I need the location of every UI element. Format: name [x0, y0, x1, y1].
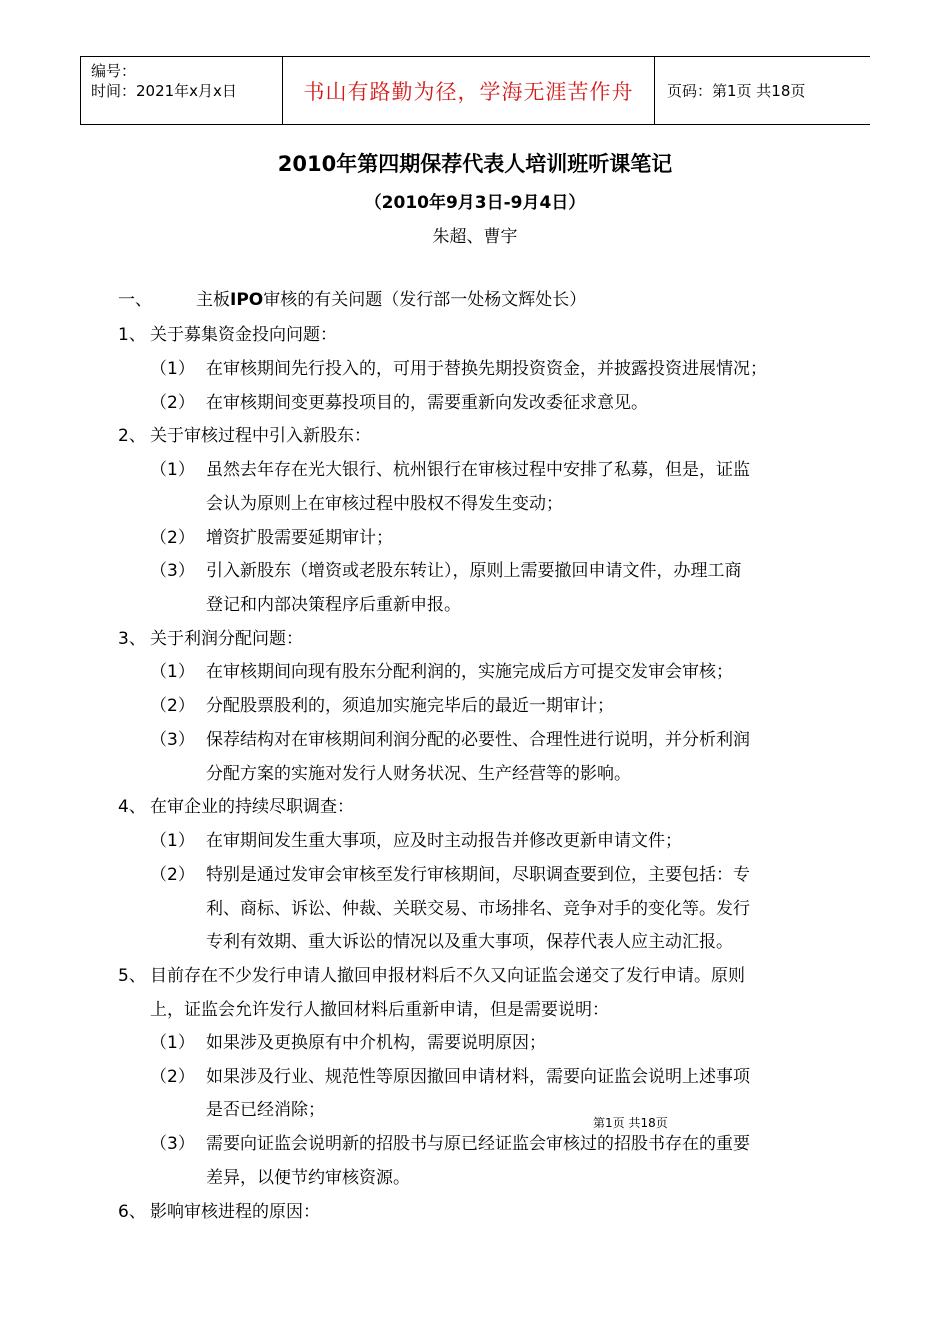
note-text: 在审期间发生重大事项，应及时主动报告并修改更新申请文件；	[206, 831, 682, 851]
note-text: 在审核期间先行投入的，可用于替换先期投资资金，并披露投资进展情况；	[206, 359, 767, 379]
note-number: （1）	[150, 359, 195, 379]
note-text: 如果涉及行业、规范性等原因撤回申请材料，需要向证监会说明上述事项	[206, 1067, 750, 1087]
section-heading	[118, 288, 586, 312]
note-text: 在审企业的持续尽职调查：	[150, 797, 354, 817]
document-subtitle: （2010年9月3日-9月4日）	[364, 193, 586, 213]
note-number: 3、	[118, 629, 146, 649]
note-text: 分配方案的实施对发行人财务状况、生产经营等的影响。	[206, 764, 631, 784]
note-text: 关于利润分配问题：	[150, 629, 303, 649]
section-number: 一、	[118, 290, 152, 310]
note-number: （1）	[150, 1033, 195, 1053]
note-text: 关于募集资金投向问题：	[150, 325, 337, 345]
note-text: 上，证监会允许发行人撤回材料后重新申请，但是需要说明：	[150, 1000, 609, 1020]
note-text: 引入新股东（增资或老股东转让），原则上需要撤回申请文件，办理工商	[206, 561, 742, 581]
note-number: 2、	[118, 426, 146, 446]
page-footer: 第1页 共18页	[593, 1116, 668, 1130]
section-term: IPO	[230, 290, 264, 310]
note-number: （2）	[150, 528, 195, 548]
note-text: 特别是通过发审会审核至发行审核期间，尽职调查要到位，主要包括：专	[206, 865, 750, 885]
note-number: （2）	[150, 1067, 195, 1087]
note-text: 保荐结构对在审核期间利润分配的必要性、合理性进行说明，并分析利润	[206, 730, 750, 750]
note-number: （2）	[150, 865, 195, 885]
note-text: 在审核期间向现有股东分配利润的，实施完成后方可提交发审会审核；	[206, 662, 733, 682]
document-title: 2010年第四期保荐代表人培训班听课笔记	[277, 152, 673, 176]
note-number: 1、	[118, 325, 146, 345]
note-number: 4、	[118, 797, 146, 817]
note-number: （2）	[150, 393, 195, 413]
time-label: 时间：2021年x月x日	[91, 82, 237, 100]
note-text: 会认为原则上在审核过程中股权不得发生变动；	[206, 494, 563, 514]
note-text: 增资扩股需要延期审计；	[206, 528, 393, 548]
note-number: （1）	[150, 831, 195, 851]
document-authors: 朱超、曹宇	[432, 227, 518, 247]
note-number: （3）	[150, 730, 195, 750]
note-number: 6、	[118, 1202, 146, 1222]
note-text: 需要向证监会说明新的招股书与原已经证监会审核过的招股书存在的重要	[206, 1134, 750, 1154]
note-number: （1）	[150, 662, 195, 682]
note-number: （1）	[150, 460, 195, 480]
note-text: 利、商标、诉讼、仲裁、关联交易、市场排名、竞争对手的变化等。发行	[206, 899, 750, 919]
note-number: 5、	[118, 966, 146, 986]
section-rest: 审核的有关问题（发行部一处杨文辉处长）	[263, 290, 587, 310]
note-text: 差异，以便节约审核资源。	[206, 1168, 410, 1188]
note-text: 虽然去年存在光大银行、杭州银行在审核过程中安排了私募，但是，证监	[206, 460, 750, 480]
note-text: 目前存在不少发行申请人撤回申报材料后不久又向证监会递交了发行申请。原则	[150, 966, 745, 986]
note-text: 登记和内部决策程序后重新申报。	[206, 595, 461, 615]
header-motto: 书山有路勤为径，学海无涯苦作舟	[283, 57, 655, 124]
section-prefix: 主板	[196, 290, 230, 310]
note-text: 关于审核过程中引入新股东：	[150, 426, 371, 446]
note-text: 影响审核进程的原因：	[150, 1202, 320, 1222]
number-label: 编号：	[91, 62, 137, 80]
header-page-info: 页码：第1页 共18页	[667, 82, 806, 100]
note-text: 专利有效期、重大诉讼的情况以及重大事项，保荐代表人应主动汇报。	[206, 932, 733, 952]
note-number: （3）	[150, 561, 195, 581]
note-text: 分配股票股利的，须追加实施完毕后的最近一期审计；	[206, 696, 614, 716]
header-table	[80, 56, 870, 125]
note-text: 是否已经消除；	[206, 1100, 325, 1120]
note-text: 如果涉及更换原有中介机构，需要说明原因；	[206, 1033, 546, 1053]
note-text: 在审核期间变更募投项目的，需要重新向发改委征求意见。	[206, 393, 648, 413]
note-number: （3）	[150, 1134, 195, 1154]
header-meta	[81, 57, 283, 124]
note-number: （2）	[150, 696, 195, 716]
